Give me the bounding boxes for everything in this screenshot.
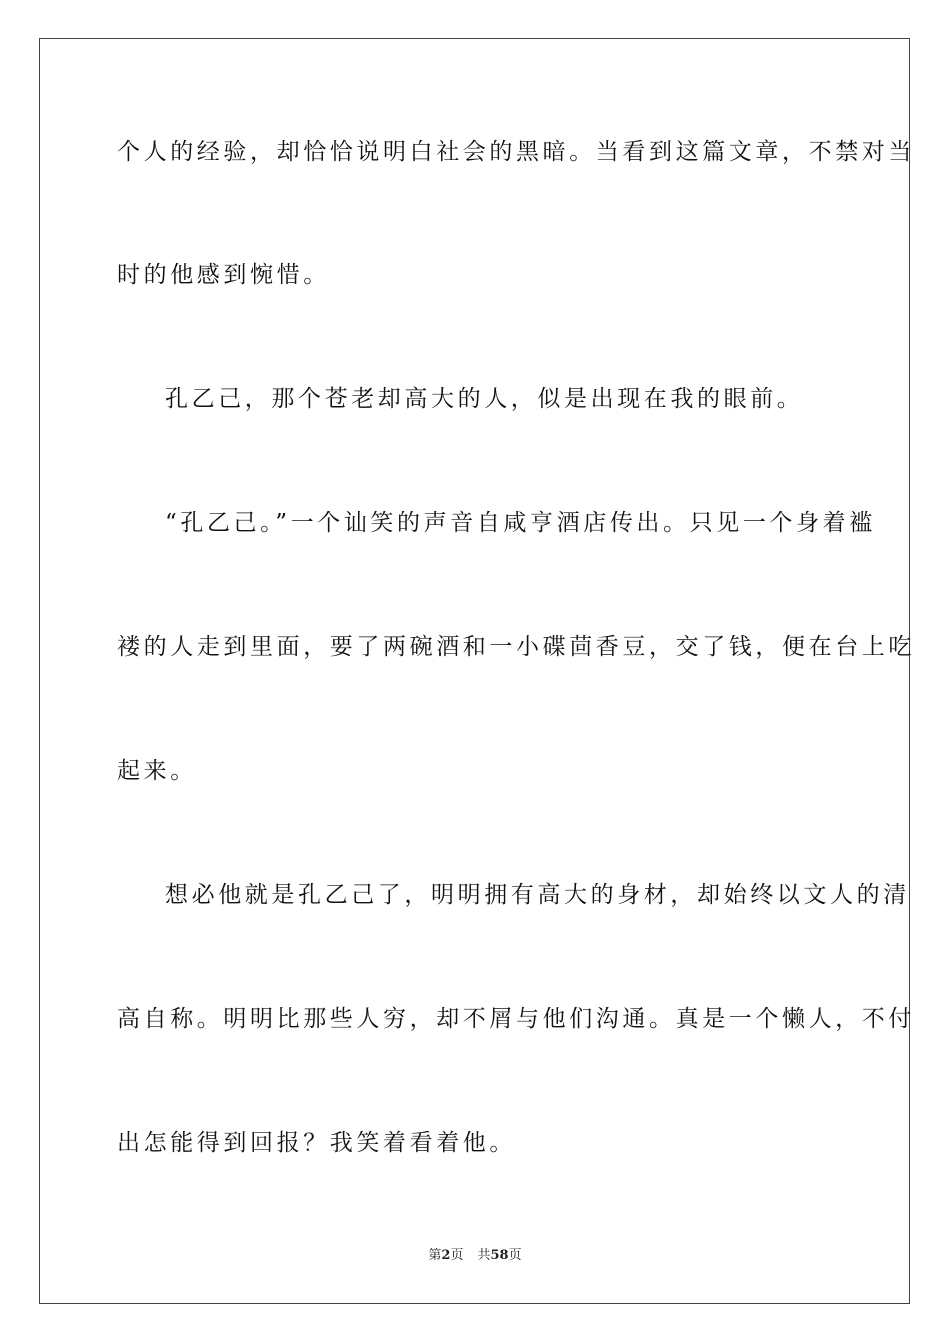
total-prefix: 共: [477, 1248, 491, 1263]
paragraph-start-1: 孔乙己，那个苍老却高大的人，似是出现在我的眼前。: [165, 386, 804, 412]
text-line-5: 褛的人走到里面，要了两碗酒和一小碟茴香豆，交了钱，便在台上吃: [117, 634, 915, 660]
text-line-1: 个人的经验，却恰恰说明白社会的黑暗。当看到这篇文章，不禁对当: [117, 139, 915, 165]
page-footer: [0, 1247, 950, 1265]
page-prefix: 第: [428, 1248, 442, 1263]
text-line-6: 起来。: [117, 758, 197, 784]
text-line-9: 出怎能得到回报？我笑着看着他。: [117, 1130, 516, 1156]
page-suffix: 页: [450, 1248, 464, 1263]
text-line-2: 时的他感到惋惜。: [117, 262, 330, 288]
paragraph-start-3: 想必他就是孔乙己了，明明拥有高大的身材，却始终以文人的清: [165, 882, 910, 908]
page-number: 2: [441, 1248, 451, 1263]
text-line-8: 高自称。明明比那些人穷，却不屑与他们沟通。真是一个懒人，不付: [117, 1006, 915, 1032]
total-suffix: 页: [508, 1248, 522, 1263]
page-border: [39, 38, 915, 1304]
total-pages: 58: [490, 1248, 509, 1263]
paragraph-start-2: “孔乙己。”一个讪笑的声音自咸亨酒店传出。只见一个身着褴: [165, 510, 876, 536]
